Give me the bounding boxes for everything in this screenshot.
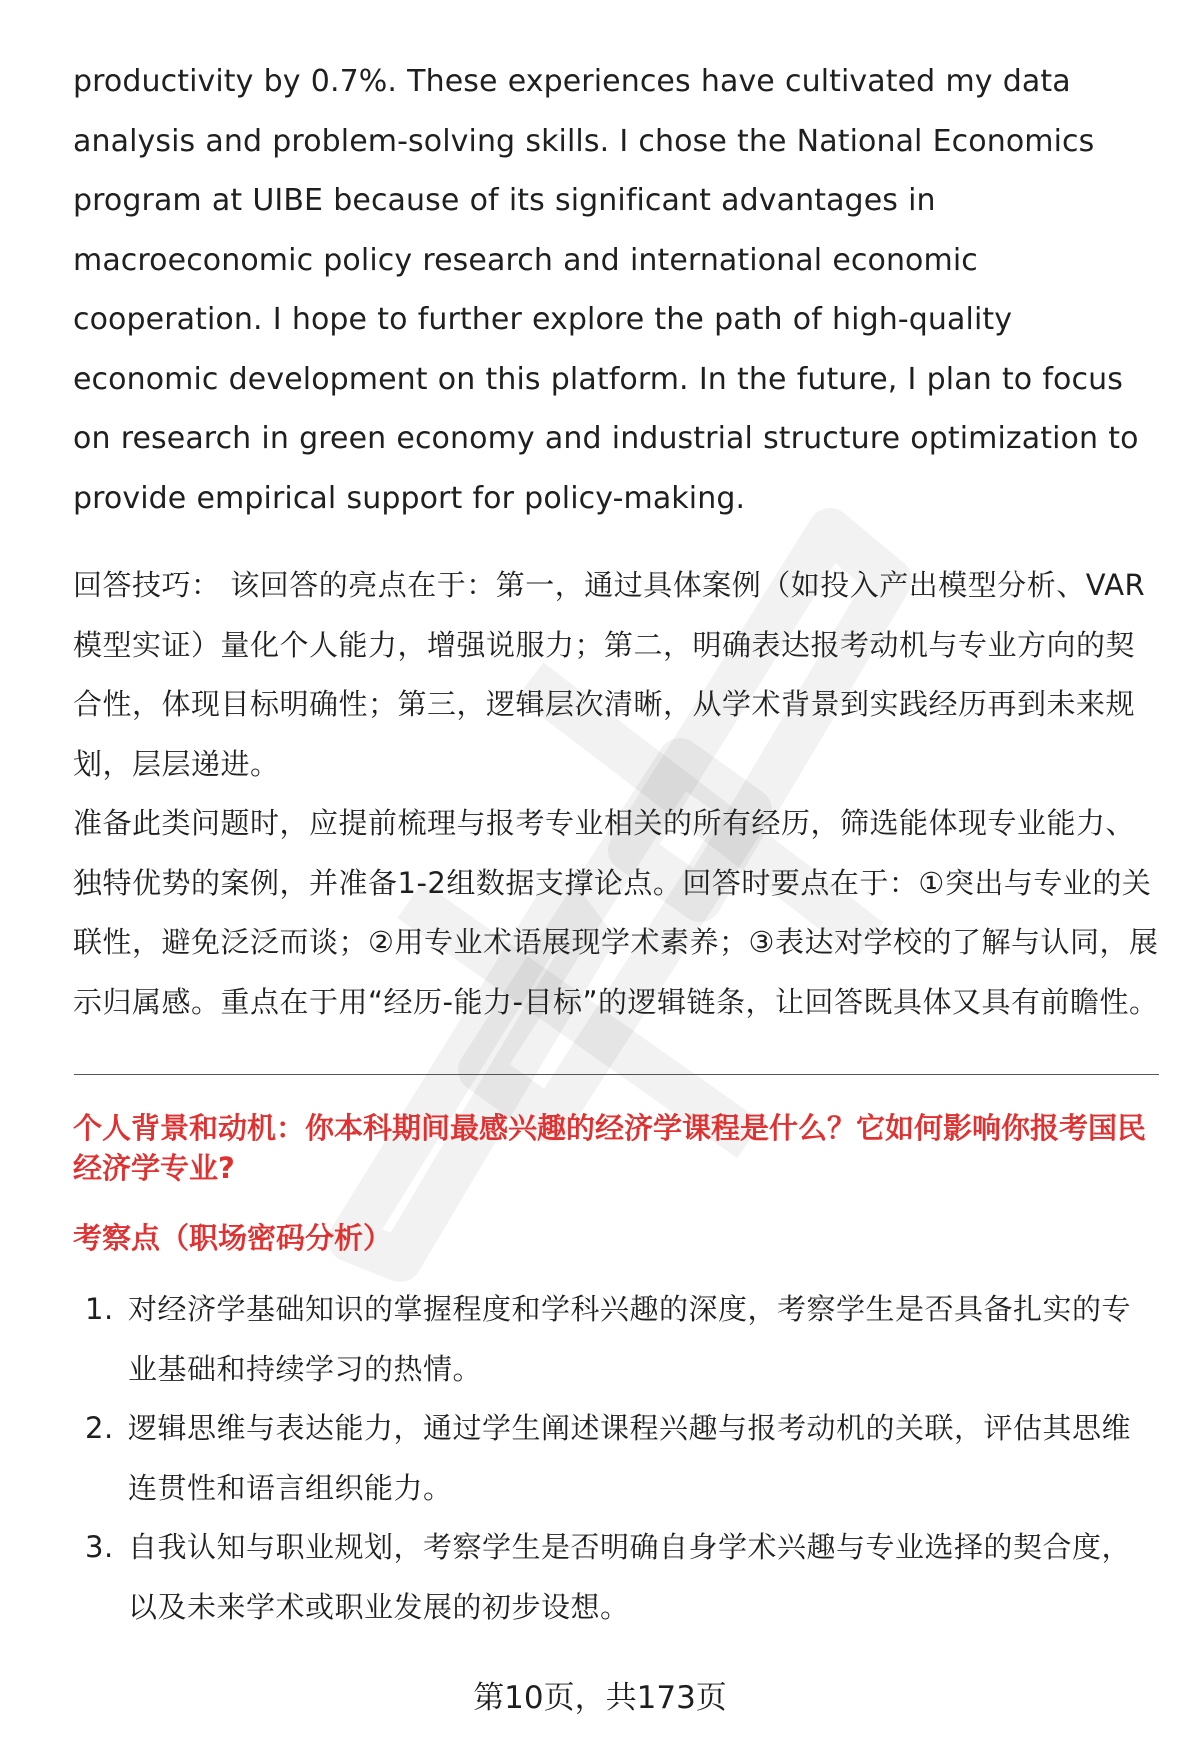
question-heading: 个人背景和动机：你本科期间最感兴趣的经济学课程是什么？它如何影响你报考国民经济学专业? <box>73 1111 1147 1185</box>
assessment-points-heading: 考察点（职场密码分析） <box>73 1221 393 1255</box>
list-item-text: 逻辑思维与表达能力，通过学生阐述课程兴趣与报考动机的关联，评估其思维连贯性和语言组织能力。 <box>128 1411 1132 1505</box>
preparation-paragraph: 准备此类问题时，应提前梳理与报考专业相关的所有经历，筛选能体现专业能力、独特优势的案例，并准备1-2组数据支撑论点。回答时要点在于：①突出与专业的关联性，避免泛泛而谈；②用专业术语展现学术素养；③表达对学校的了解与认同，展示归属感。重点在于用“经历-能力-目标”的逻辑链条，让回答既具体又具有前瞻性。 <box>73 806 1159 1019</box>
list-item <box>73 1518 1160 1637</box>
answer-continuation-paragraph: productivity by 0.7%. These experiences have cultivated my data analysis and problem-solving skills. I chose the National Economics program at UIBE because of its significant advantages in macroeconomic policy research and international economic cooperation. I hope to further explore the path of high-quality economic development on this platform. In the future, I plan to focus on research in green economy and industrial structure optimization to provide empirical support for policy-making. <box>73 64 1139 516</box>
list-item-number: 2. <box>85 1411 114 1445</box>
tips-paragraph: 回答技巧： 该回答的亮点在于：第一，通过具体案例（如投入产出模型分析、VAR模型实证）量化个人能力，增强说服力；第二，明确表达报考动机与专业方向的契合性，体现目标明确性；第三，逻辑层次清晰，从学术背景到实践经历再到未来规划，层层递进。 <box>73 568 1146 781</box>
list-item-number: 3. <box>85 1530 114 1564</box>
assessment-points-list <box>73 1280 1160 1637</box>
list-item-text: 对经济学基础知识的掌握程度和学科兴趣的深度，考察学生是否具备扎实的专业基础和持续学习的热情。 <box>128 1292 1132 1386</box>
section-divider <box>74 1074 1159 1075</box>
list-item <box>73 1399 1160 1518</box>
document-page <box>73 52 1160 1637</box>
list-item-number: 1. <box>85 1292 114 1326</box>
page-footer: 第10页，共173页 <box>473 1680 727 1716</box>
list-item-text: 自我认知与职业规划，考察学生是否明确自身学术兴趣与专业选择的契合度，以及未来学术或职业发展的初步设想。 <box>128 1530 1132 1624</box>
answer-tips-section <box>73 556 1160 1032</box>
list-item <box>73 1280 1160 1399</box>
